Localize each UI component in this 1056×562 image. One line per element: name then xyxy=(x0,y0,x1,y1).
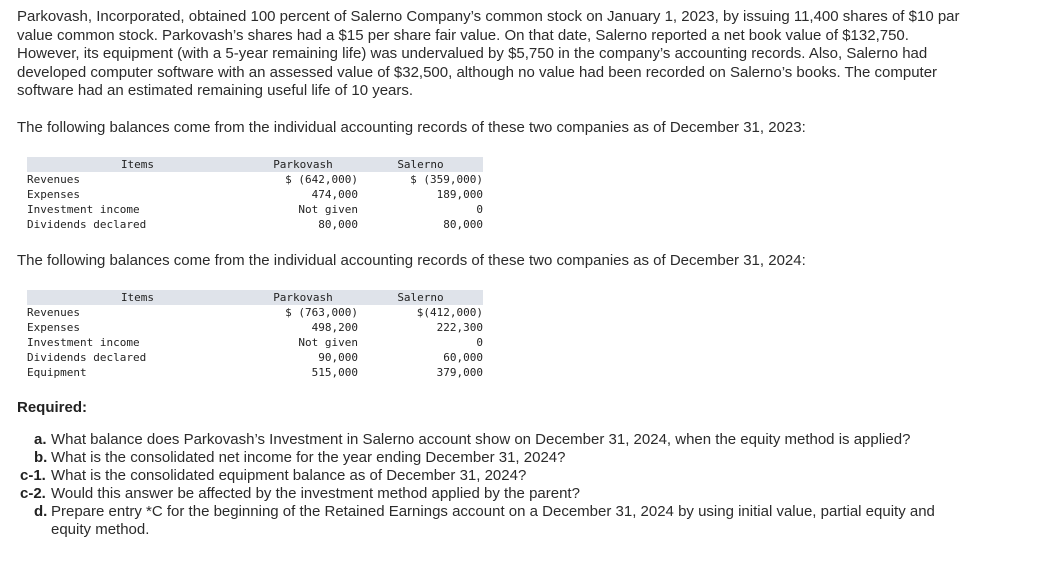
table-row xyxy=(27,172,483,187)
question-text: What is the consolidated net income for the year ending December 31, 2024? xyxy=(51,449,566,466)
table-row xyxy=(27,365,483,380)
question-c1 xyxy=(0,467,1056,485)
row-parkovash: 515,000 xyxy=(311,366,358,379)
balances-table-2023 xyxy=(27,157,483,232)
question-text: What is the consolidated equipment balance as of December 31, 2024? xyxy=(51,467,527,484)
table-row xyxy=(27,202,483,217)
question-label: c-1. xyxy=(20,467,46,484)
row-item: Investment income xyxy=(27,203,140,216)
row-salerno: 379,000 xyxy=(436,366,483,379)
table-row xyxy=(27,187,483,202)
required-questions xyxy=(0,431,1056,539)
row-salerno: 0 xyxy=(476,203,483,216)
question-d xyxy=(0,503,1056,539)
table-2023-lead: The following balances come from the individual accounting records of these two companies as of December 31, 2023: xyxy=(17,119,806,136)
question-b xyxy=(0,449,1056,467)
table-header-row xyxy=(27,157,483,172)
row-salerno: $ (359,000) xyxy=(410,173,483,186)
row-salerno: 80,000 xyxy=(443,218,483,231)
table-row xyxy=(27,335,483,350)
header-items: Items xyxy=(27,157,248,172)
row-item: Revenues xyxy=(27,306,80,319)
question-a xyxy=(0,431,1056,449)
question-label: d. xyxy=(34,503,48,520)
row-parkovash: $ (763,000) xyxy=(285,306,358,319)
row-item: Equipment xyxy=(27,366,87,379)
header-parkovash: Parkovash xyxy=(248,157,358,172)
row-parkovash: 80,000 xyxy=(318,218,358,231)
required-heading: Required: xyxy=(17,399,88,416)
row-item: Dividends declared xyxy=(27,218,147,231)
table-2024-lead: The following balances come from the individual accounting records of these two companies as of December 31, 2024: xyxy=(17,252,806,269)
table-row xyxy=(27,305,483,320)
table-row xyxy=(27,217,483,232)
row-item: Dividends declared xyxy=(27,351,147,364)
problem-intro: Parkovash, Incorporated, obtained 100 percent of Salerno Company’s common stock on January 1, 2023, by issuing 11,400 shares of $10 par value common stock. Parkovash’s shares had a $15 per share fair value. On that date, Salerno reported a net book value of $132,750. However, its equipment (with a 5-year remaining life) was undervalued by $5,750 in the company’s accounting records. Also, Salerno had developed computer software with an assessed value of $32,500, although no value had been recorded on Salerno’s books. The computer software had an estimated remaining useful life of 10 years. xyxy=(17,8,960,99)
row-salerno: $(412,000) xyxy=(416,306,483,319)
header-salerno: Salerno xyxy=(358,157,483,172)
table-row xyxy=(27,320,483,335)
table-header-row xyxy=(27,290,483,305)
row-parkovash: Not given xyxy=(298,203,358,216)
question-text: Would this answer be affected by the investment method applied by the parent? xyxy=(51,485,580,502)
row-parkovash: 90,000 xyxy=(318,351,358,364)
header-items: Items xyxy=(27,290,248,305)
row-parkovash: $ (642,000) xyxy=(285,173,358,186)
question-text: What balance does Parkovash’s Investment in Salerno account show on December 31, 2024, when the equity method is applied? xyxy=(51,431,911,448)
question-text: Prepare entry *C for the beginning of the Retained Earnings account on a December 31, 2024 by using initial value, partial equity and equity method. xyxy=(51,503,935,538)
question-label: a. xyxy=(34,431,47,448)
question-c2 xyxy=(0,485,1056,503)
row-salerno: 0 xyxy=(476,336,483,349)
row-salerno: 222,300 xyxy=(436,321,483,334)
table-row xyxy=(27,350,483,365)
header-salerno: Salerno xyxy=(358,290,483,305)
question-label: b. xyxy=(34,449,48,466)
question-label: c-2. xyxy=(20,485,46,502)
row-parkovash: Not given xyxy=(298,336,358,349)
balances-table-2024 xyxy=(27,290,483,380)
row-item: Expenses xyxy=(27,321,80,334)
row-item: Expenses xyxy=(27,188,80,201)
row-salerno: 189,000 xyxy=(436,188,483,201)
row-item: Revenues xyxy=(27,173,80,186)
row-item: Investment income xyxy=(27,336,140,349)
row-parkovash: 474,000 xyxy=(311,188,358,201)
row-salerno: 60,000 xyxy=(443,351,483,364)
row-parkovash: 498,200 xyxy=(311,321,358,334)
header-parkovash: Parkovash xyxy=(248,290,358,305)
